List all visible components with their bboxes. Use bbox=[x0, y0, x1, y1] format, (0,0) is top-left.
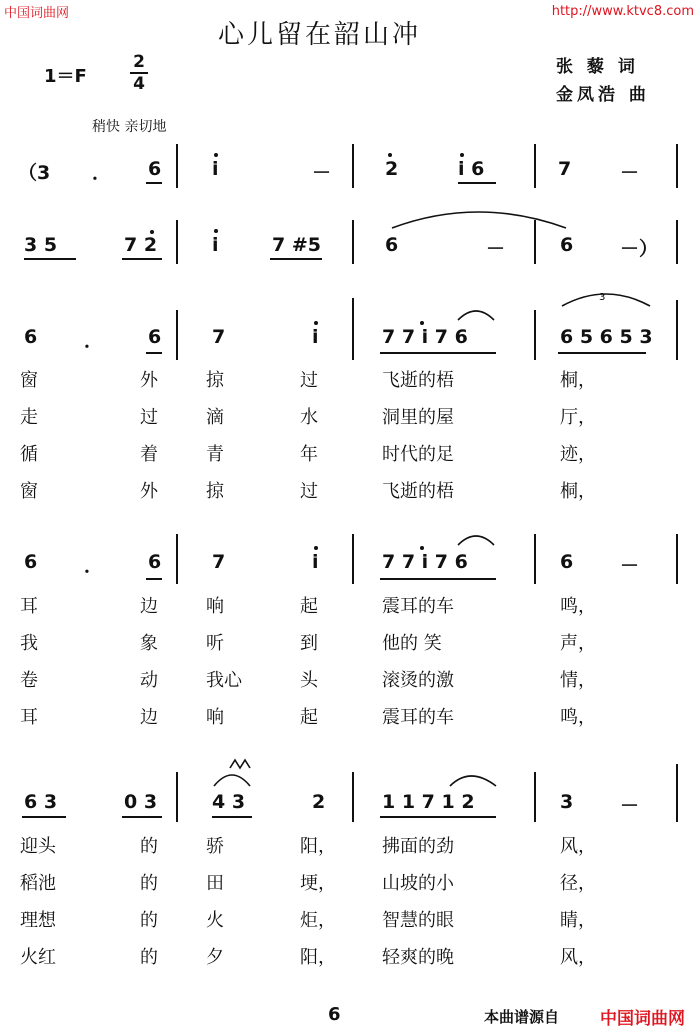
lyric-text: 的 bbox=[140, 836, 158, 857]
octave-dot bbox=[420, 321, 424, 325]
key-signature: 1＝F bbox=[44, 66, 87, 87]
beam-underline bbox=[122, 258, 162, 260]
lyric-text: 桐， bbox=[560, 370, 596, 391]
barline bbox=[352, 534, 354, 584]
barline bbox=[176, 144, 178, 188]
lyric-text: 飞逝的梧 bbox=[382, 481, 454, 502]
note: 7 bbox=[558, 158, 572, 180]
watermark-footer: 中国词曲网 bbox=[600, 1009, 685, 1029]
lyric-text: 过 bbox=[300, 370, 318, 391]
lyric-text: 起 bbox=[300, 596, 318, 617]
dash: － bbox=[312, 162, 332, 184]
time-signature-bottom: 4 bbox=[133, 74, 145, 94]
lyric-text: 到 bbox=[300, 633, 318, 654]
lyric-text: 我心 bbox=[206, 670, 242, 691]
note: i bbox=[212, 158, 219, 180]
dash: － bbox=[620, 555, 640, 577]
lyric-text: 阳， bbox=[300, 947, 336, 968]
barline bbox=[676, 220, 678, 264]
octave-dot bbox=[388, 153, 392, 157]
lyric-text: 着 bbox=[140, 444, 158, 465]
barline bbox=[534, 772, 536, 822]
lyric-text: 过 bbox=[140, 407, 158, 428]
lyric-text: 震耳的车 bbox=[382, 707, 454, 728]
lyric-text: 卷 bbox=[20, 670, 38, 691]
beam-underline bbox=[380, 816, 496, 818]
lyric-text: 他的 笑 bbox=[382, 633, 442, 654]
lyric-text: 厅， bbox=[560, 407, 596, 428]
note-group: 6 3 bbox=[24, 791, 58, 813]
lyric-text: 的 bbox=[140, 910, 158, 931]
note: 7 bbox=[212, 326, 226, 348]
lyric-text: 骄 bbox=[206, 836, 224, 857]
beam-underline bbox=[146, 182, 162, 184]
lyric-text: 走 bbox=[20, 407, 38, 428]
time-signature-top: 2 bbox=[133, 52, 145, 72]
barline bbox=[176, 310, 178, 360]
lyric-text: 洞里的屋 bbox=[382, 407, 454, 428]
lyric-text: 鸣， bbox=[560, 596, 596, 617]
lyric-text: 边 bbox=[140, 596, 158, 617]
lyric-text: 睛， bbox=[560, 910, 596, 931]
slur-arc bbox=[458, 311, 494, 320]
lyric-text: 响 bbox=[206, 707, 224, 728]
lyric-text: 智慧的眼 bbox=[382, 910, 454, 931]
beam-underline bbox=[146, 578, 162, 580]
lyric-text: 阳， bbox=[300, 836, 336, 857]
lyric-text: 头 bbox=[300, 670, 318, 691]
barline bbox=[176, 534, 178, 584]
note: 7 bbox=[212, 551, 226, 573]
lyric-text: 过 bbox=[300, 481, 318, 502]
beam-underline bbox=[380, 578, 496, 580]
lyric-text: 震耳的车 bbox=[382, 596, 454, 617]
barline bbox=[352, 220, 354, 264]
lyric-text: 夕 bbox=[206, 947, 224, 968]
lyric-text: 山坡的小 bbox=[382, 873, 454, 894]
barline bbox=[676, 534, 678, 584]
dash: － bbox=[620, 162, 640, 184]
lyric-text: 埂， bbox=[300, 873, 336, 894]
barline bbox=[534, 220, 536, 264]
barline bbox=[534, 144, 536, 188]
note: （3 bbox=[18, 162, 51, 184]
note: 6 bbox=[148, 158, 162, 180]
lyric-text: 边 bbox=[140, 707, 158, 728]
augmentation-dot: ． bbox=[84, 330, 104, 352]
lyric-text: 耳 bbox=[20, 596, 38, 617]
lyric-text: 掠 bbox=[206, 370, 224, 391]
lyric-text: 起 bbox=[300, 707, 318, 728]
octave-dot bbox=[214, 229, 218, 233]
tempo-marking: 稍快 亲切地 bbox=[92, 119, 167, 135]
lyric-text: 滚烫的激 bbox=[382, 670, 454, 691]
beam-underline bbox=[458, 182, 496, 184]
note: 6 bbox=[148, 326, 162, 348]
lyric-text: 火 bbox=[206, 910, 224, 931]
beam-underline bbox=[22, 816, 66, 818]
slur-arc bbox=[458, 536, 494, 545]
note: 2 bbox=[385, 158, 399, 180]
note: 6 bbox=[24, 326, 38, 348]
note-group: 7 7 i 7 6 bbox=[382, 326, 468, 348]
beam-underline bbox=[212, 816, 252, 818]
beam-underline bbox=[146, 352, 162, 354]
note: 7 #5 bbox=[272, 234, 321, 256]
note: 3 5 bbox=[24, 234, 58, 256]
slur-arc bbox=[562, 294, 650, 306]
composer-credit: 金凤浩 曲 bbox=[556, 85, 650, 105]
note: 6 bbox=[385, 234, 399, 256]
lyric-text: 火红 bbox=[20, 947, 56, 968]
note: i 6 bbox=[458, 158, 485, 180]
note-group: 1 1 7 1 2 bbox=[382, 791, 475, 813]
barline bbox=[352, 772, 354, 822]
barline bbox=[534, 310, 536, 360]
slur-arc bbox=[392, 212, 566, 228]
barline bbox=[176, 220, 178, 264]
note: 6 bbox=[560, 551, 574, 573]
note: 6 bbox=[24, 551, 38, 573]
lyric-text: 窗 bbox=[20, 370, 38, 391]
note-group: 6 5 6 5 3 bbox=[560, 326, 653, 348]
note: i bbox=[212, 234, 219, 256]
note: 6 bbox=[148, 551, 162, 573]
lyric-text: 迹， bbox=[560, 444, 596, 465]
barline bbox=[352, 298, 354, 360]
note: i bbox=[312, 326, 319, 348]
lyric-text: 拂面的劲 bbox=[382, 836, 454, 857]
lyric-text: 循 bbox=[20, 444, 38, 465]
lyric-text: 理想 bbox=[20, 910, 56, 931]
lyric-text: 风， bbox=[560, 836, 596, 857]
lyric-text: 的 bbox=[140, 873, 158, 894]
lyric-text: 掠 bbox=[206, 481, 224, 502]
barline bbox=[534, 534, 536, 584]
note: 7 2 bbox=[124, 234, 158, 256]
lyric-text: 稻池 bbox=[20, 873, 56, 894]
lyric-text: 的 bbox=[140, 947, 158, 968]
note: 6 bbox=[560, 234, 574, 256]
octave-dot bbox=[214, 153, 218, 157]
note: 3 bbox=[560, 791, 574, 813]
lyric-text: 径， bbox=[560, 873, 596, 894]
lyric-text: 风， bbox=[560, 947, 596, 968]
octave-dot bbox=[150, 230, 154, 234]
lyric-text: 炬， bbox=[300, 910, 336, 931]
note: i bbox=[312, 551, 319, 573]
lyric-text: 水 bbox=[300, 407, 318, 428]
barline bbox=[676, 764, 678, 822]
octave-dot bbox=[420, 546, 424, 550]
page-number: 6 bbox=[328, 1004, 341, 1025]
song-title: 心儿留在韶山冲 bbox=[218, 20, 422, 50]
note-group: 0 3 bbox=[124, 791, 158, 813]
slur-arc bbox=[214, 775, 250, 786]
note-group: 7 7 i 7 6 bbox=[382, 551, 468, 573]
lyric-text: 我 bbox=[20, 633, 38, 654]
triplet-mark: 3 bbox=[599, 292, 606, 303]
beam-underline bbox=[270, 258, 322, 260]
lyric-text: 迎头 bbox=[20, 836, 56, 857]
octave-dot bbox=[314, 321, 318, 325]
lyric-text: 声， bbox=[560, 633, 596, 654]
beam-underline bbox=[558, 352, 646, 354]
watermark-site-url: http://www.ktvc8.com bbox=[551, 4, 694, 19]
note-group: 4 3 bbox=[212, 791, 246, 813]
lyric-text: 耳 bbox=[20, 707, 38, 728]
lyric-text: 动 bbox=[140, 670, 158, 691]
barline bbox=[176, 772, 178, 822]
augmentation-dot: ． bbox=[84, 555, 104, 577]
mordent-icon bbox=[230, 760, 250, 768]
beam-underline bbox=[122, 816, 162, 818]
dash: －） bbox=[620, 238, 659, 260]
lyric-text: 听 bbox=[206, 633, 224, 654]
lyric-text: 外 bbox=[140, 370, 158, 391]
lyric-text: 鸣， bbox=[560, 707, 596, 728]
barline bbox=[676, 300, 678, 360]
lyricist-credit: 张 藜 词 bbox=[556, 57, 639, 77]
lyric-text: 桐， bbox=[560, 481, 596, 502]
dash: － bbox=[486, 238, 506, 260]
barline bbox=[676, 144, 678, 188]
lyric-text: 窗 bbox=[20, 481, 38, 502]
octave-dot bbox=[460, 153, 464, 157]
time-signature bbox=[130, 53, 148, 93]
beam-underline bbox=[24, 258, 76, 260]
lyric-text: 响 bbox=[206, 596, 224, 617]
barline bbox=[352, 144, 354, 188]
lyric-text: 轻爽的晚 bbox=[382, 947, 454, 968]
source-label: 本曲谱源自 bbox=[484, 1008, 560, 1026]
lyric-text: 飞逝的梧 bbox=[382, 370, 454, 391]
augmentation-dot: ． bbox=[92, 162, 112, 184]
octave-dot bbox=[314, 546, 318, 550]
note: 2 bbox=[312, 791, 326, 813]
lyric-text: 年 bbox=[300, 444, 318, 465]
lyric-text: 象 bbox=[140, 633, 158, 654]
slur-arc bbox=[450, 776, 496, 786]
lyric-text: 外 bbox=[140, 481, 158, 502]
dash: － bbox=[620, 795, 640, 817]
beam-underline bbox=[380, 352, 496, 354]
lyric-text: 情， bbox=[560, 670, 596, 691]
watermark-site-name: 中国词曲网 bbox=[4, 6, 70, 21]
lyric-text: 时代的足 bbox=[382, 444, 454, 465]
lyric-text: 滴 bbox=[206, 407, 224, 428]
lyric-text: 青 bbox=[206, 444, 224, 465]
lyric-text: 田 bbox=[206, 873, 224, 894]
